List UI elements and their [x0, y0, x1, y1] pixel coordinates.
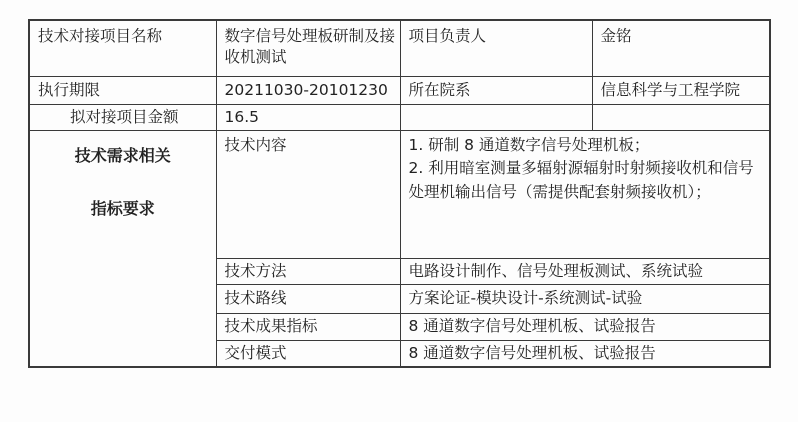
project-name-label: 技术对接项目名称 [29, 20, 216, 76]
empty-cell [400, 104, 592, 130]
period-value: 20211030-20101230 [216, 76, 400, 104]
department-label: 所在院系 [400, 76, 592, 104]
empty-cell [592, 104, 770, 130]
tech-method-value: 电路设计制作、信号处理板测试、系统试验 [400, 258, 770, 284]
table-row [29, 20, 770, 76]
table-row [29, 104, 770, 130]
tech-content-value: 1. 研制 8 通道数字信号处理机板； 2. 利用暗室测量多辐射源辐射时射频接收机和信号处理机输出信号（需提供配套射频接收机）； [400, 130, 770, 258]
department-value: 信息科学与工程学院 [592, 76, 770, 104]
project-leader-label: 项目负责人 [400, 20, 592, 76]
period-label: 执行期限 [29, 76, 216, 104]
project-info-table [28, 19, 771, 368]
tech-result-label: 技术成果指标 [216, 313, 400, 340]
tech-method-label: 技术方法 [216, 258, 400, 284]
tech-content-label: 技术内容 [216, 130, 400, 258]
requirements-title-line1: 技术需求相关 [74, 145, 171, 165]
table-row [29, 130, 770, 258]
amount-label: 拟对接项目金额 [29, 104, 216, 130]
requirements-title-line2: 指标要求 [90, 198, 155, 218]
tech-route-label: 技术路线 [216, 284, 400, 313]
amount-value: 16.5 [216, 104, 400, 130]
table-row [29, 76, 770, 104]
tech-route-value: 方案论证-模块设计-系统测试-试验 [400, 284, 770, 313]
tech-result-value: 8 通道数字信号处理机板、试验报告 [400, 313, 770, 340]
delivery-mode-value: 8 通道数字信号处理机板、试验报告 [400, 340, 770, 367]
requirements-title-cell [29, 130, 216, 367]
project-leader-value: 金铭 [592, 20, 770, 76]
project-name-value: 数字信号处理板研制及接收机测试 [216, 20, 400, 76]
delivery-mode-label: 交付模式 [216, 340, 400, 367]
